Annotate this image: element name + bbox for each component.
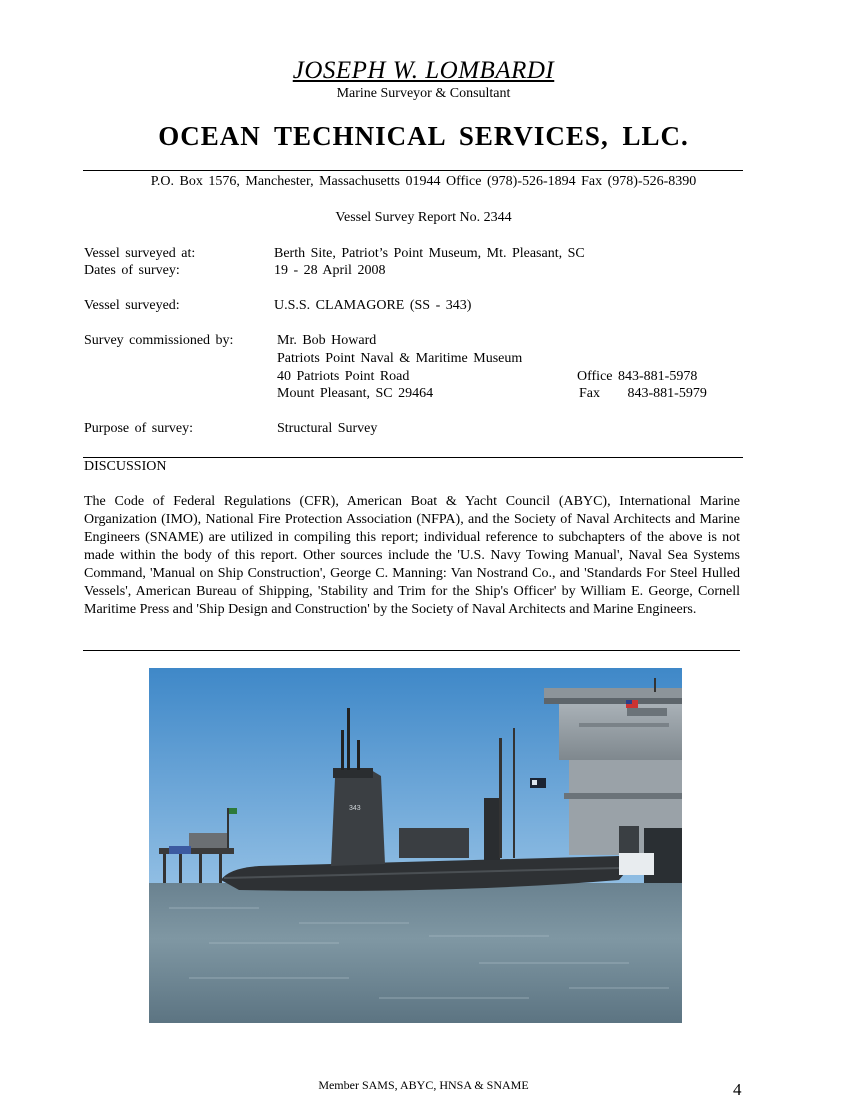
section-divider	[83, 457, 743, 458]
office-phone: Office 843-881-5978	[577, 369, 698, 384]
surveyor-role: Marine Surveyor & Consultant	[336, 86, 511, 101]
company-name: OCEAN TECHNICAL SERVICES, LLC.	[158, 121, 689, 151]
report-title: Vessel Survey Report No. 2344	[335, 210, 512, 225]
discussion-divider	[83, 650, 740, 651]
footer-memberships: Member SAMS, ABYC, HNSA & SNAME	[318, 1078, 529, 1092]
small-boat	[619, 853, 654, 875]
commissioned-name: Mr. Bob Howard	[277, 333, 377, 348]
commissioned-label: Survey commissioned by:	[84, 333, 234, 348]
surveyor-name: JOSEPH W. LOMBARDI	[292, 57, 555, 84]
purpose-label: Purpose of survey:	[84, 421, 193, 436]
surveyed-at-value: Berth Site, Patriot’s Point Museum, Mt. Pleasant, SC	[274, 246, 585, 261]
hull-number: 343	[349, 805, 361, 812]
commissioned-street: 40 Patriots Point Road	[277, 369, 410, 384]
commissioned-org: Patriots Point Naval & Maritime Museum	[277, 351, 523, 366]
company-address: P.O. Box 1576, Manchester, Massachusetts 01944 Office (978)-526-1894 Fax (978)-526-8390	[150, 174, 697, 189]
fax-phone: Fax 843-881-5979	[579, 386, 707, 401]
dates-label: Dates of survey:	[84, 263, 180, 278]
vessel-value: U.S.S. CLAMAGORE (SS - 343)	[274, 298, 472, 313]
surveyed-at-label: Vessel surveyed at:	[84, 246, 196, 261]
dates-value: 19 - 28 April 2008	[274, 263, 386, 278]
page-number: 4	[733, 1080, 742, 1099]
discussion-heading: DISCUSSION	[84, 459, 167, 474]
discussion-body: The Code of Federal Regulations (CFR), American Boat & Yacht Council (ABYC), International Marine Organization (IMO), National Fire Protection Association (NFPA), and the Society of Naval Architects and Marine Engineers (SNAME) are utilized in compiling this report; individual reference to subchapters of the above is not made within the body of this report. Other sources include the 'U.S. Navy Towing Manual', Naval Sea Systems Command, 'Manual on Ship Construction', George C. Manning: Van Nostrand Co., and 'Standards For Steel Hulled Vessels', American Bureau of Shipping, 'Stability and Trim for the Ship's Officer' by William E. George, Cornell Maritime Press and 'Ship Design and Construction' by the Society of Naval Architects and Marine Engineers.	[84, 494, 740, 617]
submarine-photo	[149, 668, 682, 1023]
header-divider	[83, 170, 743, 171]
purpose-value: Structural Survey	[277, 421, 378, 436]
commissioned-city: Mount Pleasant, SC 29464	[277, 386, 434, 401]
vessel-label: Vessel surveyed:	[84, 298, 180, 313]
